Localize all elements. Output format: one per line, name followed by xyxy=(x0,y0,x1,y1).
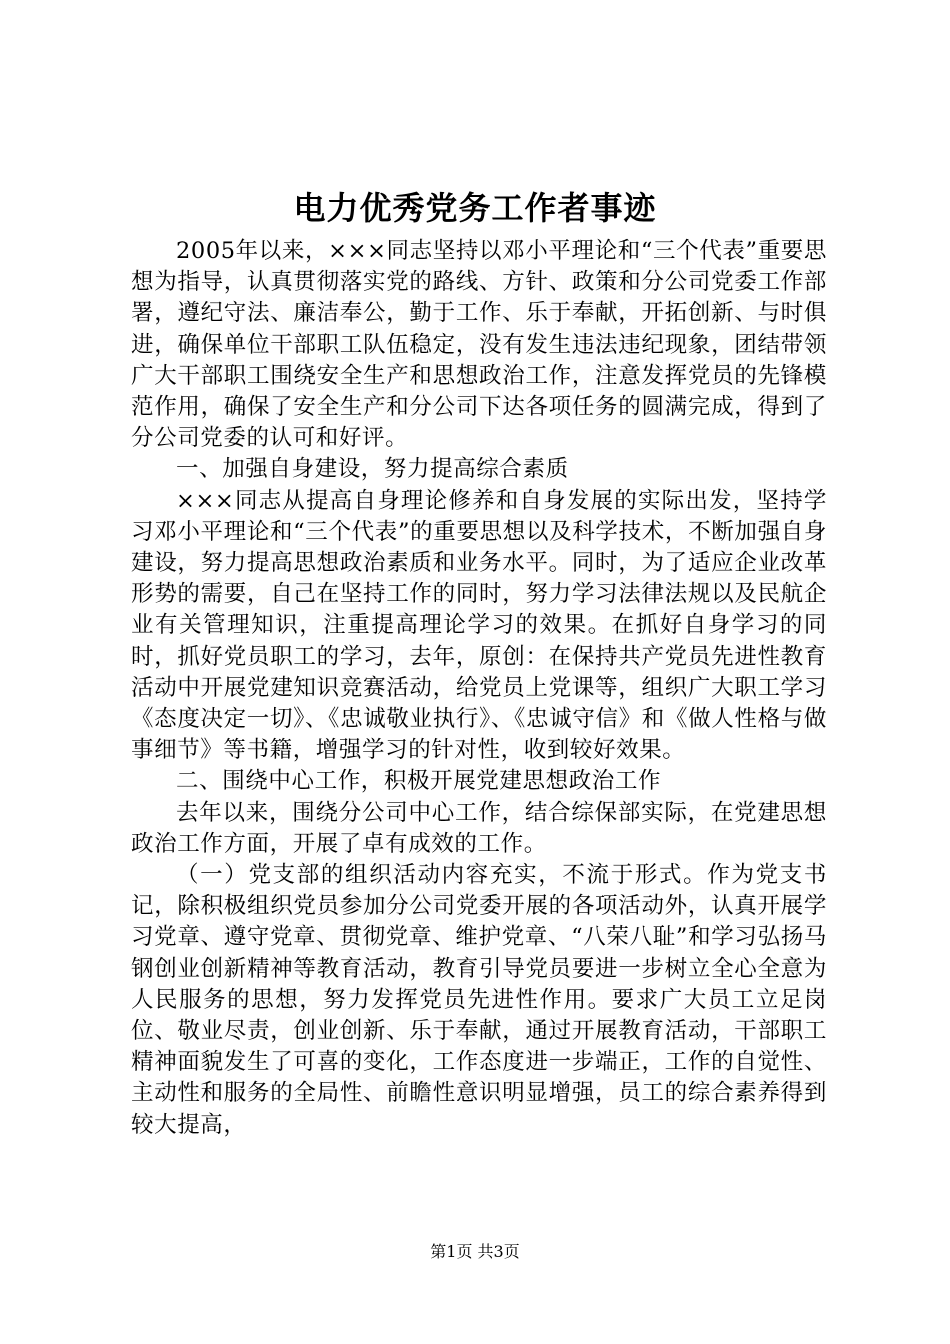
section-heading-1: 一、加强自身建设，努力提高综合素质 xyxy=(176,456,569,483)
document-body xyxy=(131,236,827,1141)
subsection-1-paragraph: （一）党支部的组织活动内容充实，不流于形式。作为党支书记，除积极组织党员参加分公司党委开展的各项活动外，认真开展学习党章、遵守党章、贯彻党章、维护党章、“八荣八耻”和学习弘扬马钢创业创新精神等教育活动，教育引导党员要进一步树立全心全意为人民服务的思想，努力发挥党员先进性作用。要求广大员工立足岗位、敬业尽责，创业创新、乐于奉献，通过开展教育活动，干部职工精神面貌发生了可喜的变化，工作态度进一步端正，工作的自觉性、主动性和服务的全局性、前瞻性意识明显增强，员工的综合素养得到较大提高， xyxy=(131,862,827,1138)
section-1-paragraph: ×××同志从提高自身理论修养和自身发展的实际出发，坚持学习邓小平理论和“三个代表”的重要思想以及科学技术，不断加强自身建设，努力提高思想政治素质和业务水平。同时，为了适应企业改革形势的需要，自己在坚持工作的同时，努力学习法律法规以及民航企业有关管理知识，注重提高理论学习的效果。在抓好自身学习的同时，抓好党员职工的学习，去年，原创：在保持共产党员先进性教育活动中开展党建知识竞赛活动，给党员上党课等，组织广大职工学习《态度决定一切》、《忠诚敬业执行》、《忠诚守信》和《做人性格与做事细节》等书籍，增强学习的针对性，收到较好效果。 xyxy=(131,487,827,764)
page-number-footer: 第1页 共3页 xyxy=(430,1242,520,1261)
intro-paragraph: 2005年以来，×××同志坚持以邓小平理论和“三个代表”重要思想为指导，认真贯彻落实党的路线、方针、政策和分公司党委工作部署，遵纪守法、廉洁奉公，勤于工作、乐于奉献，开拓创新、与时俱进，确保单位干部职工队伍稳定，没有发生违法违纪现象，团结带领广大干部职工围绕安全生产和思想政治工作，注意发挥党员的先锋模范作用，确保了安全生产和分公司下达各项任务的圆满完成，得到了分公司党委的认可和好评。 xyxy=(131,238,827,452)
section-heading-2: 二、围绕中心工作，积极开展党建思想政治工作 xyxy=(176,768,662,795)
document-title: 电力优秀党务工作者事迹 xyxy=(293,189,657,227)
section-2-intro-paragraph: 去年以来，围绕分公司中心工作，结合综保部实际，在党建思想政治工作方面，开展了卓有成效的工作。 xyxy=(131,799,827,857)
